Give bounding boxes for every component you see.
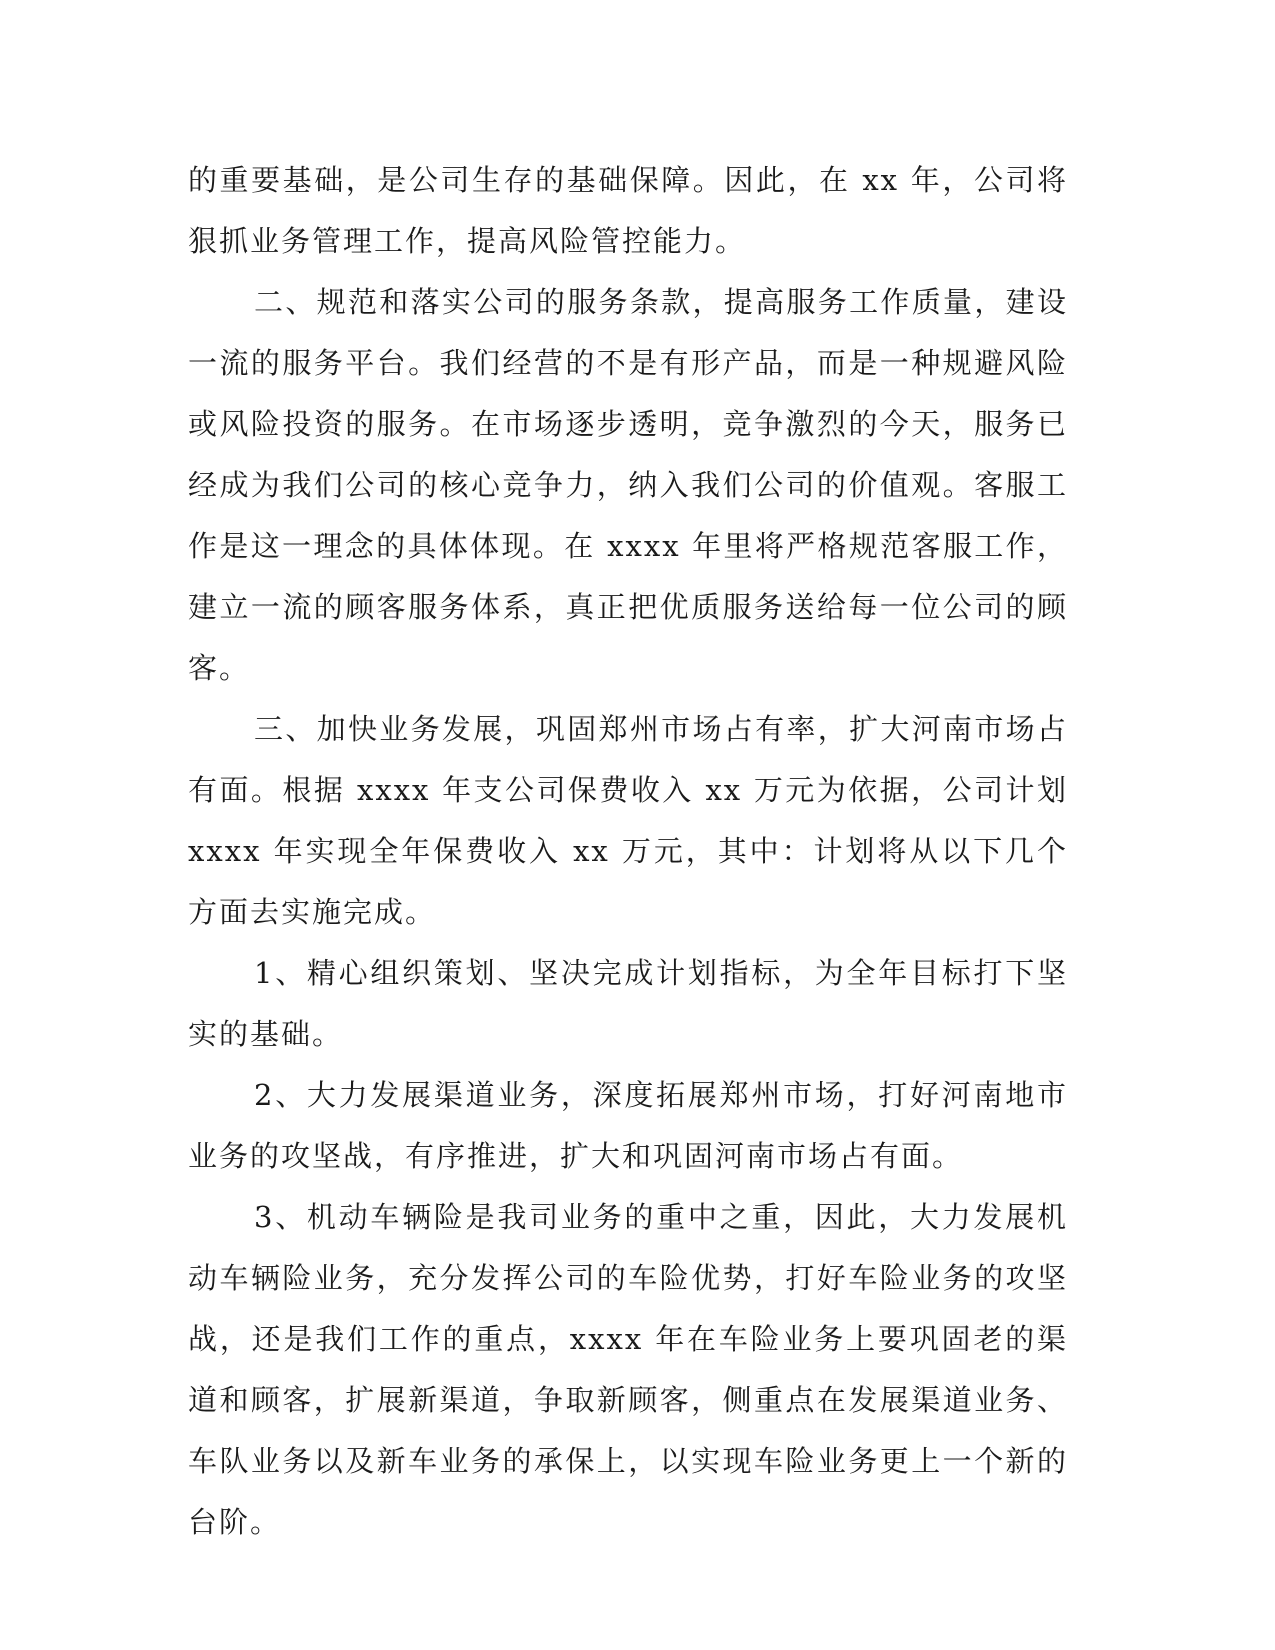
list-item-3: 3、机动车辆险是我司业务的重中之重，因此，大力发展机动车辆险业务，充分发挥公司的车险优势，打好车险业务的攻坚战，还是我们工作的重点，xxxx 年在车险业务上要巩固老的渠道和顾客，扩展新渠道，争取新顾客，侧重点在发展渠道业务、车队业务以及新车业务的承保上，以实现车险业务更上一个新的台阶。 [188,1200,1068,1539]
list-item-1: 1、精心组织策划、坚决完成计划指标，为全年目标打下坚实的基础。 [188,956,1068,1051]
paragraph-service-standards: 二、规范和落实公司的服务条款，提高服务工作质量，建设一流的服务平台。我们经营的不是有形产品，而是一种规避风险或风险投资的服务。在市场逐步透明，竞争激烈的今天，服务已经成为我们公司的核心竞争力，纳入我们公司的价值观。客服工作是这一理念的具体体现。在 xxxx 年里将严格规范客服工作，建立一流的顾客服务体系，真正把优质服务送给每一位公司的顾客。 [188,285,1068,685]
list-item-2: 2、大力发展渠道业务，深度拓展郑州市场，打好河南地市业务的攻坚战，有序推进，扩大和巩固河南市场占有面。 [188,1078,1068,1173]
document-body [188,150,1068,1553]
paragraph-business-development: 三、加快业务发展，巩固郑州市场占有率，扩大河南市场占有面。根据 xxxx 年支公司保费收入 xx 万元为依据，公司计划 xxxx 年实现全年保费收入 xx 万元，其中：计划将从以下几个方面去实施完成。 [188,712,1068,929]
paragraph-continuation: 的重要基础，是公司生存的基础保障。因此，在 xx 年，公司将狠抓业务管理工作，提高风险管控能力。 [188,163,1068,258]
